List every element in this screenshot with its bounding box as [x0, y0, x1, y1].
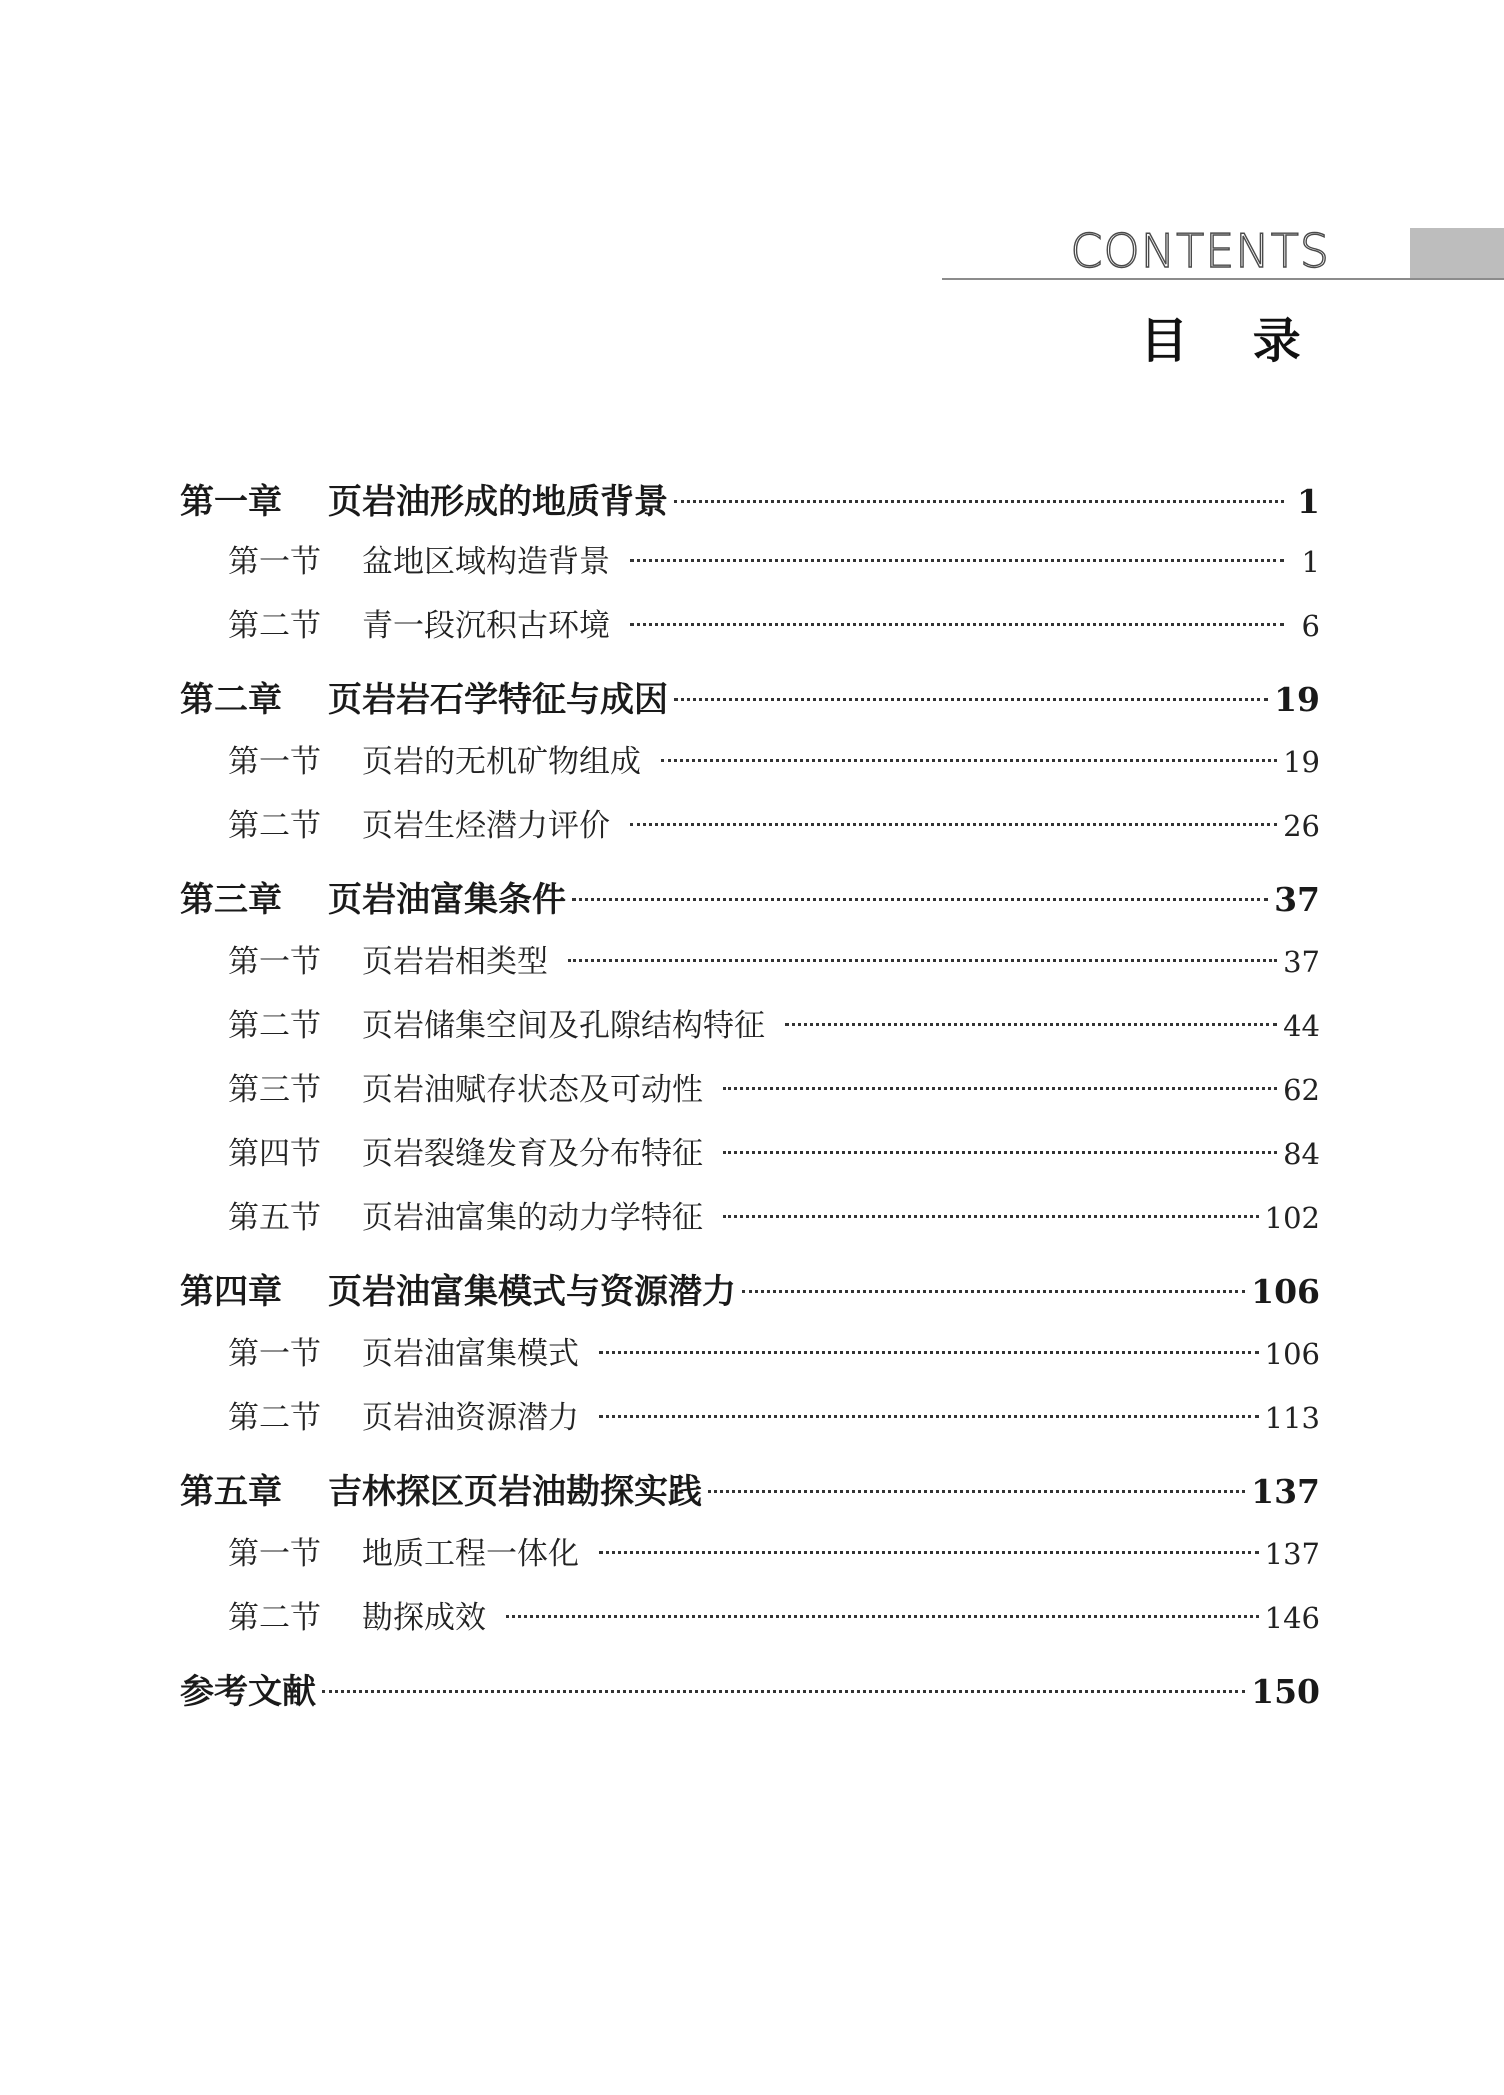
- toc-page-number: 37: [1274, 880, 1320, 919]
- toc-section-3-4[interactable]: [228, 1128, 1320, 1173]
- dot-leader: [723, 1151, 1277, 1154]
- dot-leader: [322, 1690, 1245, 1693]
- toc-section-4-2[interactable]: [228, 1392, 1320, 1437]
- toc-page-number: 44: [1283, 1009, 1320, 1043]
- toc-section-5-2[interactable]: [228, 1592, 1320, 1637]
- dot-leader: [572, 898, 1268, 901]
- toc-number: 第四节: [228, 1136, 321, 1172]
- dot-leader: [630, 559, 1284, 562]
- dot-leader: [674, 698, 1268, 701]
- dot-leader: [785, 1023, 1277, 1026]
- toc-page-number: 106: [1251, 1272, 1320, 1311]
- toc-number: 第二节: [228, 1008, 321, 1044]
- toc-title: 页岩岩石学特征与成因: [328, 680, 668, 720]
- dot-leader: [723, 1087, 1277, 1090]
- toc-title: 页岩油富集模式与资源潜力: [328, 1272, 736, 1312]
- toc-title: 页岩油富集条件: [328, 880, 566, 920]
- toc-page-number: 137: [1251, 1472, 1320, 1511]
- toc-title: 页岩油资源潜力: [362, 1400, 579, 1436]
- dot-leader: [723, 1215, 1259, 1218]
- toc-number: 第二节: [228, 1600, 321, 1636]
- contents-heading: CONTENTS: [1070, 224, 1330, 278]
- dot-leader: [599, 1351, 1259, 1354]
- dot-leader: [742, 1290, 1245, 1293]
- page-title: 目 录: [1140, 313, 1325, 369]
- toc-section-2-1[interactable]: [228, 736, 1320, 781]
- toc-number: 第一节: [228, 1536, 321, 1572]
- dot-leader: [506, 1615, 1259, 1618]
- toc-number: 第一节: [228, 544, 321, 580]
- toc-page-number: 84: [1283, 1137, 1320, 1171]
- dot-leader: [708, 1490, 1245, 1493]
- toc-title: 页岩岩相类型: [362, 944, 548, 980]
- toc-title: 页岩的无机矿物组成: [362, 744, 641, 780]
- toc-number: 第三节: [228, 1072, 321, 1108]
- toc-page-number: 113: [1264, 1401, 1320, 1435]
- toc-page-number: 62: [1283, 1073, 1320, 1107]
- dot-leader: [674, 500, 1284, 503]
- toc-number: 第二章: [180, 680, 282, 720]
- toc-number: 第二节: [228, 1400, 321, 1436]
- dot-leader: [630, 623, 1284, 626]
- toc-section-3-5[interactable]: [228, 1192, 1320, 1237]
- toc-page-number: 19: [1274, 680, 1320, 719]
- toc-chapter-2[interactable]: [180, 672, 1320, 721]
- toc-title: 页岩储集空间及孔隙结构特征: [362, 1008, 765, 1044]
- toc-title: 吉林探区页岩油勘探实践: [328, 1472, 702, 1512]
- toc-page-number: 19: [1283, 745, 1320, 779]
- toc-page-number: 137: [1264, 1537, 1320, 1571]
- toc-title: 地质工程一体化: [362, 1536, 579, 1572]
- toc-title: 参考文献: [180, 1672, 316, 1712]
- toc-title: 页岩生烃潜力评价: [362, 808, 610, 844]
- toc-page-number: 106: [1264, 1337, 1320, 1371]
- toc-number: 第五章: [180, 1472, 282, 1512]
- toc-number: 第三章: [180, 880, 282, 920]
- toc-number: 第一节: [228, 744, 321, 780]
- toc-page-number: 146: [1264, 1601, 1320, 1635]
- toc-number: 第二节: [228, 608, 321, 644]
- toc-section-1-1[interactable]: [228, 536, 1320, 581]
- toc-page-number: 102: [1264, 1201, 1320, 1235]
- toc-section-4-1[interactable]: [228, 1328, 1320, 1373]
- toc-number: 第一节: [228, 1336, 321, 1372]
- toc-title: 页岩油赋存状态及可动性: [362, 1072, 703, 1108]
- toc-title: 盆地区域构造背景: [362, 544, 610, 580]
- toc-section-2-2[interactable]: [228, 800, 1320, 845]
- dot-leader: [568, 959, 1277, 962]
- toc-title: 勘探成效: [362, 1600, 486, 1636]
- dot-leader: [599, 1415, 1259, 1418]
- toc-title: 青一段沉积古环境: [362, 608, 610, 644]
- toc-number: 第二节: [228, 808, 321, 844]
- toc-page-number: 37: [1283, 945, 1320, 979]
- toc-chapter-1[interactable]: [180, 474, 1320, 523]
- toc-page-number: 6: [1301, 609, 1320, 643]
- dot-leader: [599, 1551, 1259, 1554]
- toc-title: 页岩油富集的动力学特征: [362, 1200, 703, 1236]
- toc-section-3-1[interactable]: [228, 936, 1320, 981]
- toc-title: 页岩裂缝发育及分布特征: [362, 1136, 703, 1172]
- toc-number: 第五节: [228, 1200, 321, 1236]
- header-gray-block: [1410, 228, 1504, 280]
- toc-section-3-3[interactable]: [228, 1064, 1320, 1109]
- toc-page-number: 1: [1301, 545, 1320, 579]
- toc-number: 第一章: [180, 482, 282, 522]
- toc-page-number: 150: [1251, 1672, 1320, 1711]
- toc-references[interactable]: [180, 1664, 1320, 1713]
- toc-page-number: 26: [1283, 809, 1320, 843]
- toc-page-number: 1: [1297, 482, 1320, 521]
- toc-title: 页岩油富集模式: [362, 1336, 579, 1372]
- toc-chapter-4[interactable]: [180, 1264, 1320, 1313]
- dot-leader: [630, 823, 1277, 826]
- toc-number: 第四章: [180, 1272, 282, 1312]
- toc-section-1-2[interactable]: [228, 600, 1320, 645]
- toc-number: 第一节: [228, 944, 321, 980]
- toc-chapter-5[interactable]: [180, 1464, 1320, 1513]
- header-rule: [942, 278, 1504, 280]
- toc-chapter-3[interactable]: [180, 872, 1320, 921]
- toc-section-3-2[interactable]: [228, 1000, 1320, 1045]
- dot-leader: [661, 759, 1277, 762]
- toc-title: 页岩油形成的地质背景: [328, 482, 668, 522]
- toc-section-5-1[interactable]: [228, 1528, 1320, 1573]
